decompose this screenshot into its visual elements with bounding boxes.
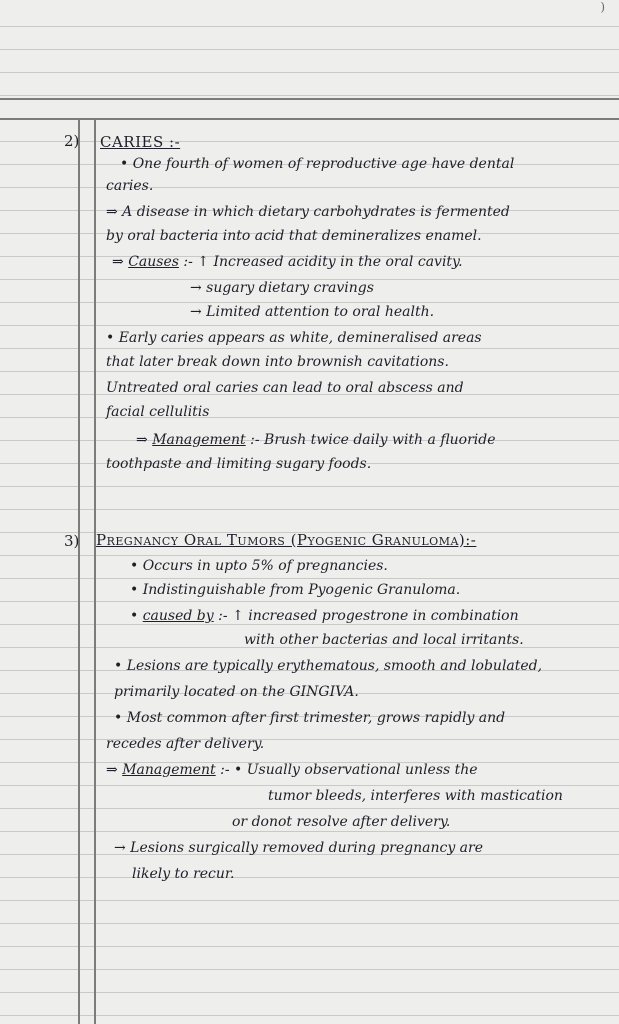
tumors-line: with other bacterias and local irritants. [244, 632, 524, 648]
tumors-line: tumor bleeds, interferes with mastication [268, 788, 563, 804]
tumors-caused-line [130, 606, 607, 626]
section-number-tumors: 3) [64, 532, 80, 550]
caries-management-line [136, 430, 607, 450]
arrow: ⇒ [136, 432, 148, 448]
management-text: :- Brush twice daily with a fluoride [250, 432, 496, 448]
caries-line: • One fourth of women of reproductive age have dental [120, 156, 515, 172]
corner-mark: ) [600, 0, 605, 14]
tumors-line: → Lesions surgically removed during pregnancy are [114, 840, 484, 856]
tumors-line: or donot resolve after delivery. [232, 814, 451, 830]
bullet: • [130, 608, 139, 624]
caries-heading: CARIES :- [100, 133, 181, 151]
causes-label: Causes [128, 254, 179, 270]
tumors-line: recedes after delivery. [106, 736, 265, 752]
header-rule-top [0, 98, 619, 100]
tumors-heading: Pregnancy Oral Tumors (Pyogenic Granuloma):- [96, 531, 477, 549]
arrow: ⇒ [106, 762, 118, 778]
management-text: :- • Usually observational unless the [220, 762, 478, 778]
causes-text: :- ↑ Increased acidity in the oral cavity. [183, 254, 463, 270]
caused-text: :- ↑ increased progestrone in combination [218, 608, 519, 624]
management-label: Management [152, 432, 246, 448]
tumors-management-line [106, 760, 607, 780]
caries-line: → Limited attention to oral health. [190, 304, 435, 320]
caries-line: that later break down into brownish cavitations. [106, 354, 449, 370]
arrow: ⇒ [112, 254, 124, 270]
caries-line: → sugary dietary cravings [190, 280, 374, 296]
tumors-line: • Indistinguishable from Pyogenic Granuloma. [130, 582, 461, 598]
caused-label: caused by [142, 608, 214, 624]
margin-line-left [78, 120, 80, 1024]
tumors-line: likely to recur. [132, 866, 235, 882]
tumors-line: • Lesions are typically erythematous, smooth and lobulated, [114, 658, 543, 674]
section-number-caries: 2) [64, 132, 80, 150]
management-label: Management [122, 762, 216, 778]
tumors-line: • Most common after first trimester, grows rapidly and [114, 710, 506, 726]
caries-line: caries. [106, 178, 154, 194]
caries-line: facial cellulitis [106, 404, 210, 420]
tumors-line: primarily located on the GINGIVA. [114, 684, 359, 700]
caries-line: ⇒ A disease in which dietary carbohydrates is fermented [106, 204, 510, 220]
caries-line: • Early caries appears as white, demineralised areas [106, 330, 482, 346]
caries-line: Untreated oral caries can lead to oral abscess and [106, 380, 464, 396]
header-rule-bottom [0, 118, 619, 120]
caries-line: by oral bacteria into acid that demineralizes enamel. [106, 228, 482, 244]
caries-line: toothpaste and limiting sugary foods. [106, 456, 372, 472]
tumors-line: • Occurs in upto 5% of pregnancies. [130, 558, 388, 574]
margin-line-right [94, 120, 96, 1024]
caries-causes-line [112, 252, 607, 272]
